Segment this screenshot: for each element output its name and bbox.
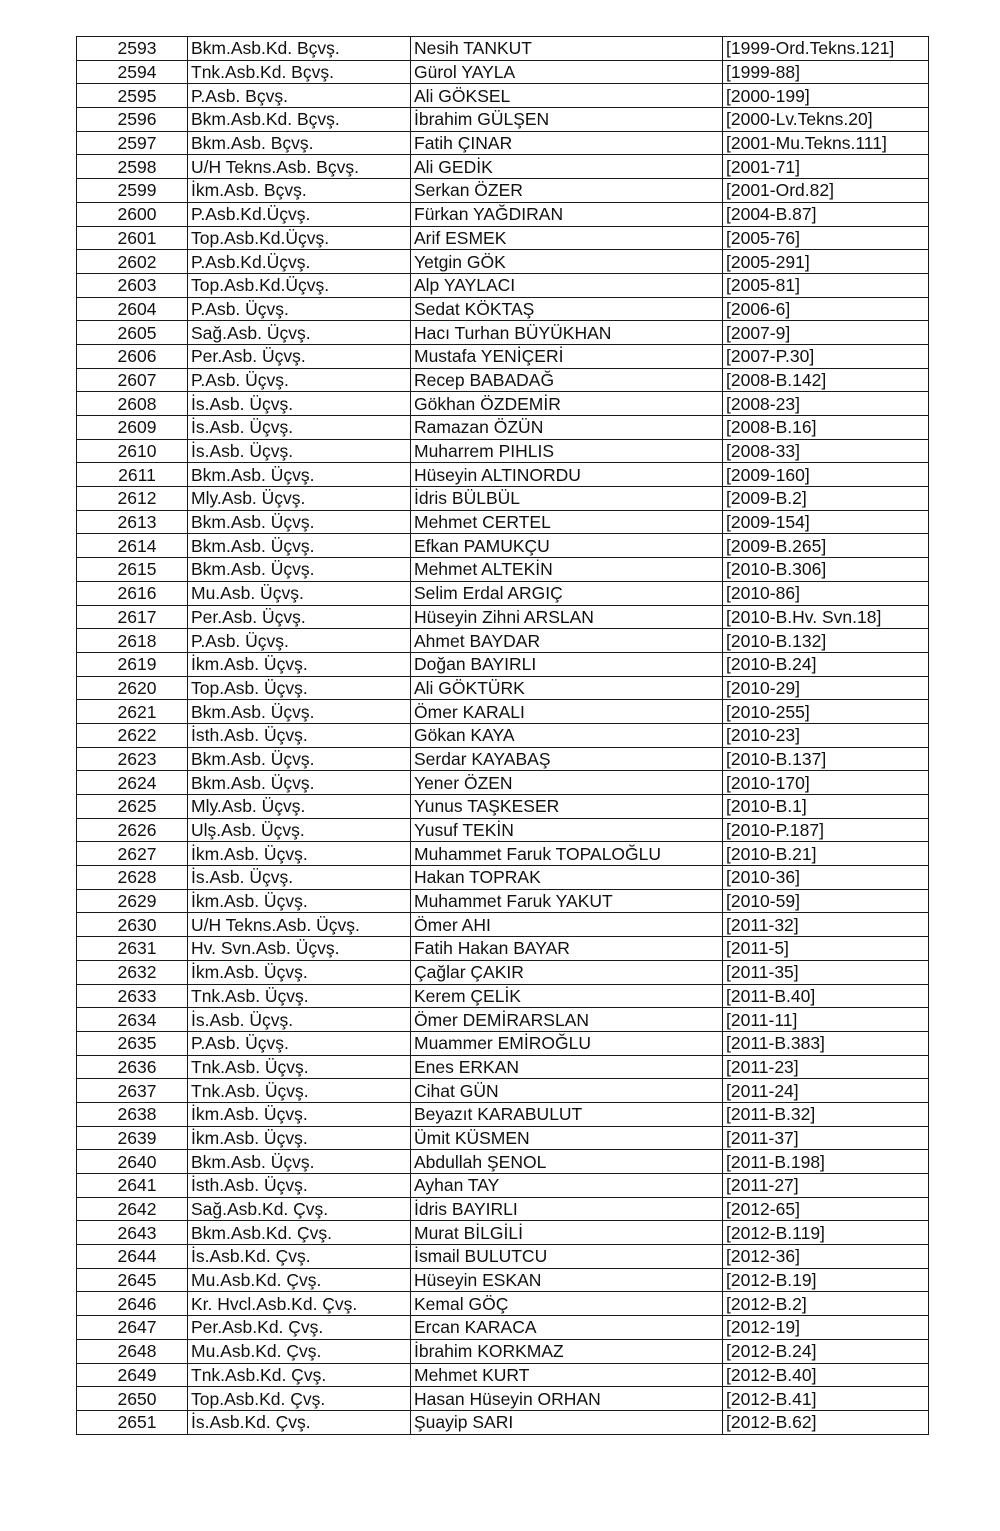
rank-cell: İs.Asb. Üçvş.: [188, 1008, 411, 1032]
registry-code-cell: [2011-B.383]: [723, 1031, 929, 1055]
row-number-cell: 2629: [77, 889, 188, 913]
person-name-cell: Muhammet Faruk YAKUT: [411, 889, 723, 913]
registry-code-cell: [2009-154]: [723, 510, 929, 534]
person-name-cell: Muhammet Faruk TOPALOĞLU: [411, 842, 723, 866]
person-name-cell: Şuayip SARI: [411, 1410, 723, 1434]
registry-code-cell: [2010-B.21]: [723, 842, 929, 866]
row-number-cell: 2639: [77, 1126, 188, 1150]
person-name-cell: Hüseyin ESKAN: [411, 1268, 723, 1292]
rank-cell: Sağ.Asb. Üçvş.: [188, 321, 411, 345]
table-row: [77, 723, 929, 747]
table-row: [77, 1055, 929, 1079]
table-row: [77, 1339, 929, 1363]
rank-cell: P.Asb. Üçvş.: [188, 368, 411, 392]
row-number-cell: 2646: [77, 1292, 188, 1316]
person-name-cell: Ümit KÜSMEN: [411, 1126, 723, 1150]
person-name-cell: İbrahim GÜLŞEN: [411, 108, 723, 132]
row-number-cell: 2617: [77, 605, 188, 629]
table-row: [77, 1410, 929, 1434]
table-row: [77, 866, 929, 890]
row-number-cell: 2608: [77, 392, 188, 416]
table-row: [77, 392, 929, 416]
rank-cell: İkm.Asb. Üçvş.: [188, 842, 411, 866]
registry-code-cell: [1999-Ord.Tekns.121]: [723, 37, 929, 61]
row-number-cell: 2630: [77, 913, 188, 937]
rank-cell: İsth.Asb. Üçvş.: [188, 723, 411, 747]
table-row: [77, 605, 929, 629]
rank-cell: İs.Asb.Kd. Çvş.: [188, 1245, 411, 1269]
row-number-cell: 2603: [77, 273, 188, 297]
table-row: [77, 416, 929, 440]
table-row: [77, 510, 929, 534]
row-number-cell: 2648: [77, 1339, 188, 1363]
row-number-cell: 2636: [77, 1055, 188, 1079]
person-name-cell: Murat BİLGİLİ: [411, 1221, 723, 1245]
registry-code-cell: [2010-255]: [723, 700, 929, 724]
table-row: [77, 984, 929, 1008]
rank-cell: Mu.Asb.Kd. Çvş.: [188, 1339, 411, 1363]
rank-cell: Tnk.Asb.Kd. Bçvş.: [188, 60, 411, 84]
person-name-cell: Hacı Turhan BÜYÜKHAN: [411, 321, 723, 345]
table-row: [77, 842, 929, 866]
table-row: [77, 558, 929, 582]
person-name-cell: Nesih TANKUT: [411, 37, 723, 61]
table-row: [77, 1245, 929, 1269]
row-number-cell: 2620: [77, 676, 188, 700]
rank-cell: Bkm.Asb. Bçvş.: [188, 131, 411, 155]
row-number-cell: 2599: [77, 179, 188, 203]
rank-cell: İkm.Asb. Bçvş.: [188, 179, 411, 203]
table-row: [77, 747, 929, 771]
table-row: [77, 937, 929, 961]
table-row: [77, 1008, 929, 1032]
person-name-cell: Hakan TOPRAK: [411, 866, 723, 890]
row-number-cell: 2615: [77, 558, 188, 582]
rank-cell: Bkm.Asb. Üçvş.: [188, 700, 411, 724]
registry-code-cell: [2010-B.1]: [723, 795, 929, 819]
person-name-cell: Gökan KAYA: [411, 723, 723, 747]
row-number-cell: 2626: [77, 818, 188, 842]
person-name-cell: Hüseyin ALTINORDU: [411, 463, 723, 487]
rank-cell: Top.Asb. Üçvş.: [188, 676, 411, 700]
table-row: [77, 771, 929, 795]
table-row: [77, 913, 929, 937]
row-number-cell: 2596: [77, 108, 188, 132]
rank-cell: P.Asb.Kd.Üçvş.: [188, 202, 411, 226]
row-number-cell: 2633: [77, 984, 188, 1008]
person-name-cell: Ömer KARALI: [411, 700, 723, 724]
registry-code-cell: [2009-B.2]: [723, 487, 929, 511]
table-row: [77, 676, 929, 700]
rank-cell: Bkm.Asb. Üçvş.: [188, 1150, 411, 1174]
row-number-cell: 2631: [77, 937, 188, 961]
person-name-cell: Yusuf TEKİN: [411, 818, 723, 842]
table-row: [77, 581, 929, 605]
person-name-cell: Fatih Hakan BAYAR: [411, 937, 723, 961]
table-row: [77, 1268, 929, 1292]
table-row: [77, 226, 929, 250]
row-number-cell: 2642: [77, 1197, 188, 1221]
rank-cell: U/H Tekns.Asb. Bçvş.: [188, 155, 411, 179]
rank-cell: İkm.Asb. Üçvş.: [188, 960, 411, 984]
row-number-cell: 2628: [77, 866, 188, 890]
row-number-cell: 2618: [77, 629, 188, 653]
registry-code-cell: [2005-81]: [723, 273, 929, 297]
rank-cell: İs.Asb. Üçvş.: [188, 392, 411, 416]
row-number-cell: 2647: [77, 1316, 188, 1340]
row-number-cell: 2623: [77, 747, 188, 771]
table-row: [77, 1126, 929, 1150]
rank-cell: Mly.Asb. Üçvş.: [188, 795, 411, 819]
table-row: [77, 321, 929, 345]
table-row: [77, 795, 929, 819]
person-name-cell: Ahmet BAYDAR: [411, 629, 723, 653]
table-row: [77, 1079, 929, 1103]
registry-code-cell: [2011-5]: [723, 937, 929, 961]
registry-code-cell: [2011-B.198]: [723, 1150, 929, 1174]
registry-code-cell: [2012-36]: [723, 1245, 929, 1269]
registry-code-cell: [2001-Mu.Tekns.111]: [723, 131, 929, 155]
table-row: [77, 1031, 929, 1055]
table-row: [77, 1221, 929, 1245]
registry-code-cell: [2005-291]: [723, 250, 929, 274]
table-row: [77, 179, 929, 203]
person-name-cell: Ali GEDİK: [411, 155, 723, 179]
person-name-cell: Cihat GÜN: [411, 1079, 723, 1103]
rank-cell: İs.Asb.Kd. Çvş.: [188, 1410, 411, 1434]
registry-code-cell: [2011-37]: [723, 1126, 929, 1150]
person-name-cell: Gökhan ÖZDEMİR: [411, 392, 723, 416]
rank-cell: Mly.Asb. Üçvş.: [188, 487, 411, 511]
row-number-cell: 2612: [77, 487, 188, 511]
rank-cell: Tnk.Asb. Üçvş.: [188, 1079, 411, 1103]
registry-code-cell: [2010-B.Hv. Svn.18]: [723, 605, 929, 629]
person-name-cell: Doğan BAYIRLI: [411, 652, 723, 676]
rank-cell: Bkm.Asb.Kd. Çvş.: [188, 1221, 411, 1245]
person-name-cell: Mehmet CERTEL: [411, 510, 723, 534]
rank-cell: Per.Asb.Kd. Çvş.: [188, 1316, 411, 1340]
registry-code-cell: [2008-B.16]: [723, 416, 929, 440]
rank-cell: P.Asb.Kd.Üçvş.: [188, 250, 411, 274]
table-row: [77, 1197, 929, 1221]
row-number-cell: 2600: [77, 202, 188, 226]
registry-code-cell: [2011-23]: [723, 1055, 929, 1079]
rank-cell: İsth.Asb. Üçvş.: [188, 1174, 411, 1198]
rank-cell: Bkm.Asb. Üçvş.: [188, 534, 411, 558]
person-name-cell: Yetgin GÖK: [411, 250, 723, 274]
registry-code-cell: [2011-B.40]: [723, 984, 929, 1008]
rank-cell: İs.Asb. Üçvş.: [188, 439, 411, 463]
table-row: [77, 818, 929, 842]
registry-code-cell: [2007-P.30]: [723, 344, 929, 368]
person-name-cell: İsmail BULUTCU: [411, 1245, 723, 1269]
table-row: [77, 1316, 929, 1340]
row-number-cell: 2616: [77, 581, 188, 605]
registry-code-cell: [2008-23]: [723, 392, 929, 416]
person-name-cell: Recep BABADAĞ: [411, 368, 723, 392]
table-row: [77, 1174, 929, 1198]
person-name-cell: Ali GÖKTÜRK: [411, 676, 723, 700]
person-name-cell: Ali GÖKSEL: [411, 84, 723, 108]
table-row: [77, 652, 929, 676]
table-row: [77, 108, 929, 132]
registry-code-cell: [2008-33]: [723, 439, 929, 463]
rank-cell: Tnk.Asb. Üçvş.: [188, 1055, 411, 1079]
person-name-cell: Yunus TAŞKESER: [411, 795, 723, 819]
row-number-cell: 2605: [77, 321, 188, 345]
rank-cell: Top.Asb.Kd.Üçvş.: [188, 273, 411, 297]
registry-code-cell: [2012-B.119]: [723, 1221, 929, 1245]
registry-code-cell: [2007-9]: [723, 321, 929, 345]
table-row: [77, 368, 929, 392]
person-name-cell: Alp YAYLACI: [411, 273, 723, 297]
table-row: [77, 1292, 929, 1316]
table-row: [77, 629, 929, 653]
table-row: [77, 155, 929, 179]
registry-code-cell: [2010-23]: [723, 723, 929, 747]
rank-cell: Mu.Asb.Kd. Çvş.: [188, 1268, 411, 1292]
person-name-cell: Mustafa YENİÇERİ: [411, 344, 723, 368]
rank-cell: İkm.Asb. Üçvş.: [188, 1126, 411, 1150]
registry-code-cell: [2011-11]: [723, 1008, 929, 1032]
person-name-cell: Hüseyin Zihni ARSLAN: [411, 605, 723, 629]
person-name-cell: Ömer DEMİRARSLAN: [411, 1008, 723, 1032]
row-number-cell: 2641: [77, 1174, 188, 1198]
rank-cell: Tnk.Asb.Kd. Çvş.: [188, 1363, 411, 1387]
row-number-cell: 2606: [77, 344, 188, 368]
table-row: [77, 1150, 929, 1174]
row-number-cell: 2595: [77, 84, 188, 108]
row-number-cell: 2624: [77, 771, 188, 795]
rank-cell: Bkm.Asb. Üçvş.: [188, 747, 411, 771]
person-name-cell: Abdullah ŞENOL: [411, 1150, 723, 1174]
registry-code-cell: [2010-36]: [723, 866, 929, 890]
row-number-cell: 2602: [77, 250, 188, 274]
table-row: [77, 202, 929, 226]
person-name-cell: İdris BÜLBÜL: [411, 487, 723, 511]
row-number-cell: 2610: [77, 439, 188, 463]
person-name-cell: Enes ERKAN: [411, 1055, 723, 1079]
row-number-cell: 2625: [77, 795, 188, 819]
rank-cell: Top.Asb.Kd. Çvş.: [188, 1387, 411, 1411]
registry-code-cell: [2010-86]: [723, 581, 929, 605]
row-number-cell: 2594: [77, 60, 188, 84]
registry-code-cell: [2000-199]: [723, 84, 929, 108]
person-name-cell: Serdar KAYABAŞ: [411, 747, 723, 771]
registry-code-cell: [2010-B.137]: [723, 747, 929, 771]
registry-code-cell: [2012-B.41]: [723, 1387, 929, 1411]
person-name-cell: Mehmet ALTEKİN: [411, 558, 723, 582]
table-row: [77, 344, 929, 368]
person-name-cell: Ercan KARACA: [411, 1316, 723, 1340]
person-name-cell: Muammer EMİROĞLU: [411, 1031, 723, 1055]
registry-code-cell: [2011-35]: [723, 960, 929, 984]
registry-code-cell: [2011-24]: [723, 1079, 929, 1103]
registry-code-cell: [2010-29]: [723, 676, 929, 700]
rank-cell: İs.Asb. Üçvş.: [188, 416, 411, 440]
row-number-cell: 2598: [77, 155, 188, 179]
registry-code-cell: [2010-B.306]: [723, 558, 929, 582]
row-number-cell: 2637: [77, 1079, 188, 1103]
row-number-cell: 2593: [77, 37, 188, 61]
table-row: [77, 84, 929, 108]
table-row: [77, 960, 929, 984]
registry-code-cell: [2012-B.40]: [723, 1363, 929, 1387]
rank-cell: Hv. Svn.Asb. Üçvş.: [188, 937, 411, 961]
rank-cell: Top.Asb.Kd.Üçvş.: [188, 226, 411, 250]
row-number-cell: 2614: [77, 534, 188, 558]
table-row: [77, 1363, 929, 1387]
table-row: [77, 273, 929, 297]
registry-code-cell: [2012-65]: [723, 1197, 929, 1221]
registry-code-cell: [2011-32]: [723, 913, 929, 937]
row-number-cell: 2627: [77, 842, 188, 866]
person-name-cell: Serkan ÖZER: [411, 179, 723, 203]
row-number-cell: 2644: [77, 1245, 188, 1269]
row-number-cell: 2635: [77, 1031, 188, 1055]
row-number-cell: 2613: [77, 510, 188, 534]
row-number-cell: 2634: [77, 1008, 188, 1032]
person-name-cell: Selim Erdal ARGIÇ: [411, 581, 723, 605]
registry-code-cell: [2009-160]: [723, 463, 929, 487]
registry-code-cell: [2004-B.87]: [723, 202, 929, 226]
row-number-cell: 2640: [77, 1150, 188, 1174]
row-number-cell: 2649: [77, 1363, 188, 1387]
registry-code-cell: [2000-Lv.Tekns.20]: [723, 108, 929, 132]
row-number-cell: 2632: [77, 960, 188, 984]
person-name-cell: Ramazan ÖZÜN: [411, 416, 723, 440]
registry-code-cell: [1999-88]: [723, 60, 929, 84]
registry-code-cell: [2012-B.2]: [723, 1292, 929, 1316]
table-row: [77, 60, 929, 84]
row-number-cell: 2607: [77, 368, 188, 392]
person-name-cell: Arif ESMEK: [411, 226, 723, 250]
table-row: [77, 700, 929, 724]
rank-cell: Sağ.Asb.Kd. Çvş.: [188, 1197, 411, 1221]
person-name-cell: Fatih ÇINAR: [411, 131, 723, 155]
rank-cell: Mu.Asb. Üçvş.: [188, 581, 411, 605]
registry-code-cell: [2005-76]: [723, 226, 929, 250]
table-row: [77, 463, 929, 487]
person-name-cell: Sedat KÖKTAŞ: [411, 297, 723, 321]
person-name-cell: İdris BAYIRLI: [411, 1197, 723, 1221]
rank-cell: Bkm.Asb. Üçvş.: [188, 558, 411, 582]
registry-code-cell: [2010-B.24]: [723, 652, 929, 676]
registry-code-cell: [2012-B.19]: [723, 1268, 929, 1292]
registry-code-cell: [2010-59]: [723, 889, 929, 913]
row-number-cell: 2645: [77, 1268, 188, 1292]
person-name-cell: Kemal GÖÇ: [411, 1292, 723, 1316]
row-number-cell: 2638: [77, 1102, 188, 1126]
row-number-cell: 2601: [77, 226, 188, 250]
registry-code-cell: [2010-P.187]: [723, 818, 929, 842]
registry-code-cell: [2012-19]: [723, 1316, 929, 1340]
person-name-cell: Efkan PAMUKÇU: [411, 534, 723, 558]
registry-code-cell: [2008-B.142]: [723, 368, 929, 392]
table-row: [77, 131, 929, 155]
row-number-cell: 2619: [77, 652, 188, 676]
rank-cell: Bkm.Asb. Üçvş.: [188, 463, 411, 487]
row-number-cell: 2621: [77, 700, 188, 724]
row-number-cell: 2651: [77, 1410, 188, 1434]
rank-cell: Tnk.Asb. Üçvş.: [188, 984, 411, 1008]
table-row: [77, 487, 929, 511]
rank-cell: P.Asb. Üçvş.: [188, 1031, 411, 1055]
registry-code-cell: [2012-B.24]: [723, 1339, 929, 1363]
personnel-table-body: [77, 37, 929, 1435]
registry-code-cell: [2010-B.132]: [723, 629, 929, 653]
registry-code-cell: [2001-Ord.82]: [723, 179, 929, 203]
table-row: [77, 1102, 929, 1126]
row-number-cell: 2609: [77, 416, 188, 440]
person-name-cell: Muharrem PIHLIS: [411, 439, 723, 463]
person-name-cell: Beyazıt KARABULUT: [411, 1102, 723, 1126]
person-name-cell: Hasan Hüseyin ORHAN: [411, 1387, 723, 1411]
rank-cell: İkm.Asb. Üçvş.: [188, 889, 411, 913]
rank-cell: U/H Tekns.Asb. Üçvş.: [188, 913, 411, 937]
rank-cell: Per.Asb. Üçvş.: [188, 344, 411, 368]
table-row: [77, 297, 929, 321]
rank-cell: Ulş.Asb. Üçvş.: [188, 818, 411, 842]
registry-code-cell: [2001-71]: [723, 155, 929, 179]
rank-cell: Bkm.Asb.Kd. Bçvş.: [188, 37, 411, 61]
rank-cell: İkm.Asb. Üçvş.: [188, 652, 411, 676]
table-row: [77, 37, 929, 61]
row-number-cell: 2604: [77, 297, 188, 321]
person-name-cell: Ömer AHI: [411, 913, 723, 937]
registry-code-cell: [2006-6]: [723, 297, 929, 321]
rank-cell: Bkm.Asb. Üçvş.: [188, 771, 411, 795]
table-row: [77, 439, 929, 463]
registry-code-cell: [2010-170]: [723, 771, 929, 795]
person-name-cell: Kerem ÇELİK: [411, 984, 723, 1008]
registry-code-cell: [2012-B.62]: [723, 1410, 929, 1434]
rank-cell: Bkm.Asb. Üçvş.: [188, 510, 411, 534]
rank-cell: P.Asb. Üçvş.: [188, 629, 411, 653]
rank-cell: Kr. Hvcl.Asb.Kd. Çvş.: [188, 1292, 411, 1316]
row-number-cell: 2643: [77, 1221, 188, 1245]
table-row: [77, 250, 929, 274]
person-name-cell: Mehmet KURT: [411, 1363, 723, 1387]
row-number-cell: 2622: [77, 723, 188, 747]
rank-cell: P.Asb. Bçvş.: [188, 84, 411, 108]
person-name-cell: İbrahim KORKMAZ: [411, 1339, 723, 1363]
rank-cell: İkm.Asb. Üçvş.: [188, 1102, 411, 1126]
row-number-cell: 2650: [77, 1387, 188, 1411]
person-name-cell: Ayhan TAY: [411, 1174, 723, 1198]
row-number-cell: 2611: [77, 463, 188, 487]
rank-cell: Bkm.Asb.Kd. Bçvş.: [188, 108, 411, 132]
person-name-cell: Çağlar ÇAKIR: [411, 960, 723, 984]
registry-code-cell: [2009-B.265]: [723, 534, 929, 558]
personnel-table: [76, 36, 929, 1435]
table-row: [77, 889, 929, 913]
rank-cell: P.Asb. Üçvş.: [188, 297, 411, 321]
rank-cell: İs.Asb. Üçvş.: [188, 866, 411, 890]
row-number-cell: 2597: [77, 131, 188, 155]
person-name-cell: Yener ÖZEN: [411, 771, 723, 795]
person-name-cell: Gürol YAYLA: [411, 60, 723, 84]
person-name-cell: Fürkan YAĞDIRAN: [411, 202, 723, 226]
table-row: [77, 534, 929, 558]
rank-cell: Per.Asb. Üçvş.: [188, 605, 411, 629]
table-row: [77, 1387, 929, 1411]
registry-code-cell: [2011-B.32]: [723, 1102, 929, 1126]
registry-code-cell: [2011-27]: [723, 1174, 929, 1198]
